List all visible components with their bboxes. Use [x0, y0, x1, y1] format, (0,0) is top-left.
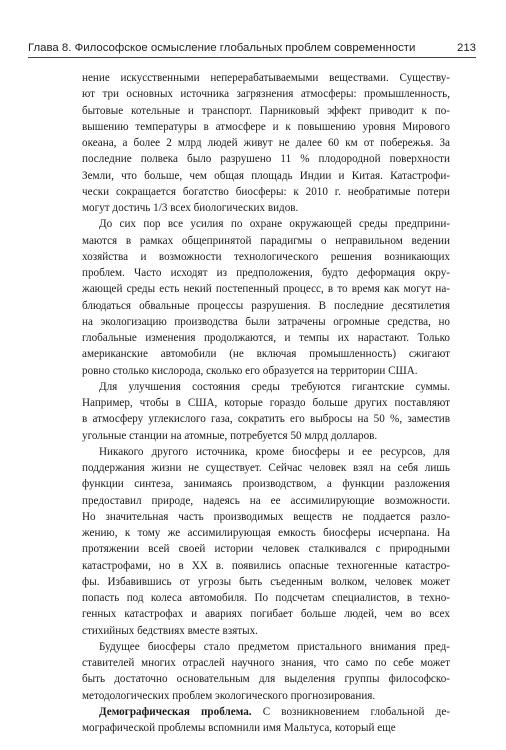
paragraph: [82, 639, 450, 704]
paragraph: [82, 216, 450, 379]
text-line: катастрофами, но в XX в. появились опасные техногенные катастро-: [82, 559, 450, 572]
section-heading: Демографическая проблема.: [99, 705, 252, 718]
running-head: [28, 34, 476, 54]
text-line: предоставил природе, надеясь на ее ассимилирующие возможности.: [82, 494, 450, 507]
paragraph: [82, 70, 450, 216]
text-line: вышению температуры в атмосфере и к повышению уровня Мирового: [82, 120, 450, 133]
paragraph: [82, 444, 450, 639]
text-line: поддержания жизни не существует. Сейчас человек взял на себя лишь: [82, 462, 450, 474]
text-line: Например, чтобы в США, которые гораздо больше других поставляют: [82, 397, 450, 409]
text-line: на экологизацию производства были затрачены огромные средства, но: [82, 315, 450, 328]
text-line: До сих пор все усилия по охране окружающей среды предприни-: [99, 218, 450, 231]
text-line: ставителей многих отраслей научного знания, что само по себе может: [82, 657, 450, 669]
text-line: нение искусственными неперерабатываемыми веществами. Существу-: [82, 72, 450, 84]
text-line: Но значительная часть производимых веществ не поддается разло-: [82, 510, 450, 523]
text-line: бытовые котельные и транспорт. Парниковый эффект приводит к по-: [82, 104, 450, 117]
text-line: океана, а более 2 млрд людей живут не далее 60 км от побережья. За: [82, 137, 450, 149]
paragraph: [82, 704, 450, 737]
page-number: 213: [456, 42, 476, 54]
text-line: ют три основных источника загрязнения атмосферы: промышленность,: [82, 88, 450, 101]
text-line: генных катастрофах и авариях погибает больше людей, чем во всех: [82, 608, 450, 621]
text-line: жению, к тому же ассимилирующая емкость биосферы исчерпана. На: [82, 527, 450, 539]
text-line: методологических проблем экологического прогнозирования.: [82, 689, 376, 702]
body-text: [82, 70, 450, 736]
text-line: фы. Избавившись от угрозы быть съеденным волком, человек может: [82, 575, 450, 588]
text-line: блюдаться обвальные процессы разрушения. В последние десятилетия: [82, 299, 450, 312]
header-rule: [28, 57, 476, 58]
text-line: могут достичь 1/3 всех биологических видов.: [82, 202, 299, 214]
text-line: последние полвека было разрушено 11 % плодородной поверхности: [82, 153, 450, 166]
text-line: протяжении всей своей истории человек сталкивался с природными: [82, 543, 450, 556]
text-line: глобальные изменения продолжаются, и темпы их нарастают. Только: [82, 332, 450, 344]
text-line: мографической проблемы вспомнили имя Мальтуса, который еще: [82, 722, 396, 734]
text-line: стихийных бедствиях вместе взятых.: [82, 624, 258, 637]
text-line: в атмосферу углекислого газа, сократить его выбросы на 50 %, заместив: [82, 413, 450, 426]
text-line: Никакого другого источника, кроме биосферы и ее ресурсов, для: [99, 445, 450, 458]
text-line: хозяйства и возможности технологического решения возникающих: [82, 250, 450, 263]
text-line: американские автомобили (не включая промышленность) сжигают: [82, 348, 450, 361]
text-line: угольные станции на атомные, потребуется 50 млрд долларов.: [82, 429, 378, 442]
text-line: [82, 704, 450, 720]
text-line: Земли, что больше, чем общая площадь Индии и Китая. Катастрофи-: [82, 169, 450, 182]
text-line: функции синтеза, занимаясь производством, а функции разложения: [82, 478, 450, 491]
paragraph: [82, 379, 450, 444]
text-line: Будущее биосферы стало предметом пристального внимания пред-: [99, 640, 450, 653]
text-line: Для улучшения состояния среды требуются гигантские суммы.: [99, 380, 450, 393]
text-line: чески сокращается богатство биосферы: к 2010 г. необратимые потери: [82, 185, 450, 198]
text-line: попасть под колеса автомобиля. По подсчетам специалистов, в техно-: [82, 592, 450, 604]
chapter-title: Глава 8. Философское осмысление глобальных проблем современности: [28, 42, 416, 54]
text-line: быть достаточно основательным для выделения группы философско-: [82, 673, 450, 686]
text-line: ровно столько кислорода, сколько его образуется на территории США.: [82, 364, 418, 377]
text-line: жающей среды есть некий постепенный процесс, в то время как могут на-: [82, 283, 450, 296]
text-run: С возникновением глобальной де-: [251, 705, 450, 718]
text-line: маются в рамках общепринятой парадигмы о неправильном ведении: [82, 234, 450, 247]
text-line: проблем. Часто исходят из предположения, будто деформация окру-: [82, 267, 450, 279]
